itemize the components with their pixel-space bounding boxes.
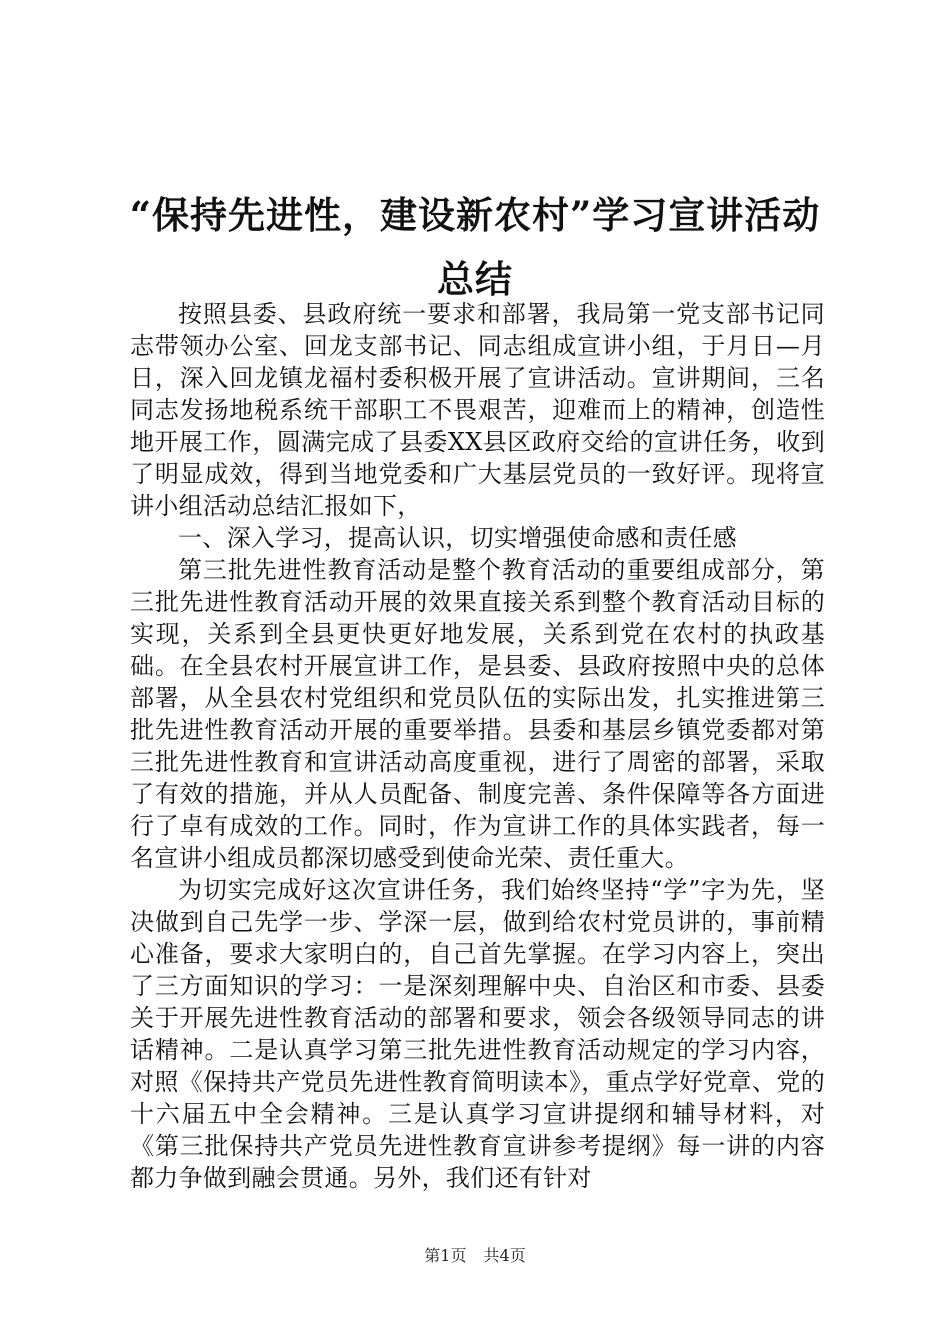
page-footer bbox=[0, 1243, 950, 1266]
paragraph-intro: 按照县委、县政府统一要求和部署，我局第一党支部书记同志带领办公室、回龙支部书记、同志组成宣讲小组，于月日—月日，深入回龙镇龙福村委积极开展了宣讲活动。宣讲期间，三名同志发扬地税系统干部职工不畏艰苦，迎难而上的精神，创造性地开展工作，圆满完成了县委XX县区政府交给的宣讲任务，收到了明显成效，得到当地党委和广大基层党员的一致好评。现将宣讲小组活动总结汇报如下， bbox=[130, 300, 825, 520]
paragraph-learning: 为切实完成好这次宣讲任务，我们始终坚持“学”字为先，坚决做到自己先学一步、学深一层，做到给农村党员讲的，事前精心准备，要求大家明白的，自己首先掌握。在学习内容上，突出了三方面知识的学习：一是深刻理解中央、自治区和市委、县委关于开展先进性教育活动的部署和要求，领会各级领导同志的讲话精神。二是认真学习第三批先进性教育活动规定的学习内容，对照《保持共产党员先进性教育简明读本》，重点学好党章、党的十六届五中全会精神。三是认真学习宣讲提纲和辅导材料，对《第三批保持共产党员先进性教育宣讲参考提纲》每一讲的内容都力争做到融会贯通。另外，我们还有针对 bbox=[130, 876, 825, 1192]
document-title: “保持先进性，建设新农村”学习宣讲活动总结 bbox=[129, 192, 821, 301]
page-number: 第1页 bbox=[424, 1246, 467, 1265]
section-heading-1: 一、深入学习，提高认识，切实增强使命感和责任感 bbox=[178, 524, 737, 552]
document-body bbox=[130, 298, 825, 1194]
page-total: 共4页 bbox=[483, 1246, 526, 1265]
paragraph-section-1: 第三批先进性教育活动是整个教育活动的重要组成部分，第三批先进性教育活动开展的效果直接关系到整个教育活动目标的实现，关系到全县更快更好地发展，关系到党在农村的执政基础。在全县农村开展宣讲工作，是县委、县政府按照中央的总体部署，从全县农村党组织和党员队伍的实际出发，扎实推进第三批先进性教育活动开展的重要举措。县委和基层乡镇党委都对第三批先进性教育和宣讲活动高度重视，进行了周密的部署，采取了有效的措施，并从人员配备、制度完善、条件保障等各方面进行了卓有成效的工作。同时，作为宣讲工作的具体实践者，每一名宣讲小组成员都深切感受到使命光荣、责任重大。 bbox=[130, 556, 825, 872]
